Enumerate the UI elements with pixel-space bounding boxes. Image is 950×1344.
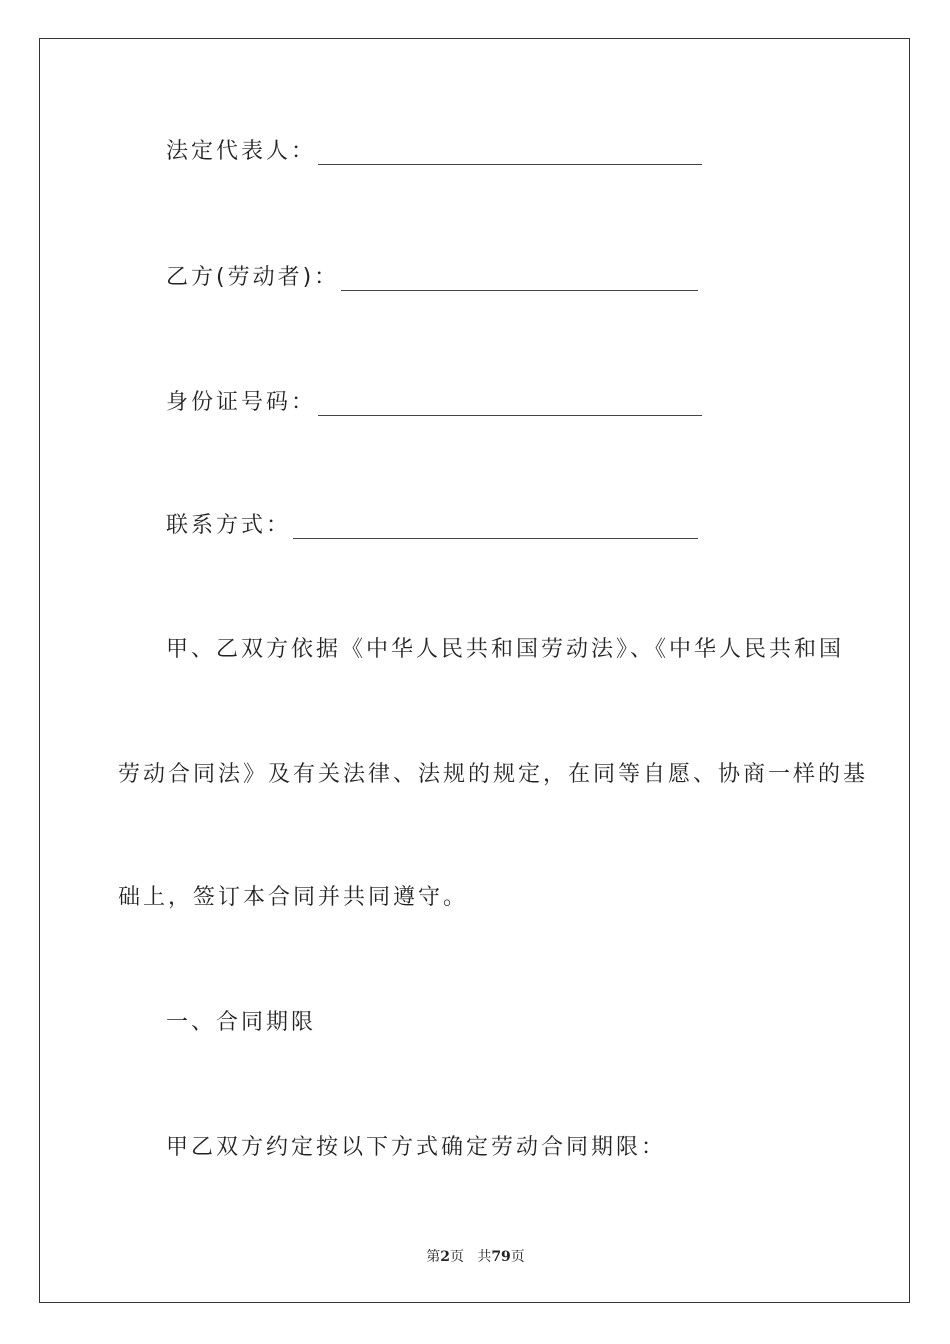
field-label: 身份证号码： <box>166 390 317 415</box>
paragraph-line-2: 劳动合同法》及有关法律、法规的规定，在同等自愿、协商一样的基 <box>118 762 869 787</box>
field-legal-representative <box>166 139 702 165</box>
field-blank-line <box>293 518 698 539</box>
field-blank-line <box>318 144 702 165</box>
page-footer <box>40 1246 911 1266</box>
field-blank-line <box>341 270 698 291</box>
footer-page-number: 2 <box>440 1249 450 1265</box>
footer-page-prefix: 第 <box>426 1249 441 1265</box>
section-heading: 一、合同期限 <box>166 1010 317 1035</box>
field-label: 乙方(劳动者)： <box>166 265 340 290</box>
field-party-b <box>166 265 698 291</box>
footer-total-prefix: 共 <box>477 1249 492 1265</box>
paragraph-line-1: 甲、乙双方依据《中华人民共和国劳动法》、《中华人民共和国 <box>166 637 845 662</box>
field-label: 联系方式： <box>166 513 292 538</box>
document-page <box>39 38 910 1303</box>
section-text: 甲乙双方约定按以下方式确定劳动合同期限： <box>166 1135 667 1160</box>
field-contact <box>166 513 698 539</box>
footer-page-suffix: 页 <box>449 1249 464 1265</box>
field-blank-line <box>318 395 702 416</box>
field-label: 法定代表人： <box>166 139 317 164</box>
footer-total-pages: 79 <box>491 1249 511 1265</box>
field-id-number <box>166 390 702 416</box>
footer-total-suffix: 页 <box>510 1249 525 1265</box>
paragraph-line-3: 础上，签订本合同并共同遵守。 <box>118 885 469 910</box>
